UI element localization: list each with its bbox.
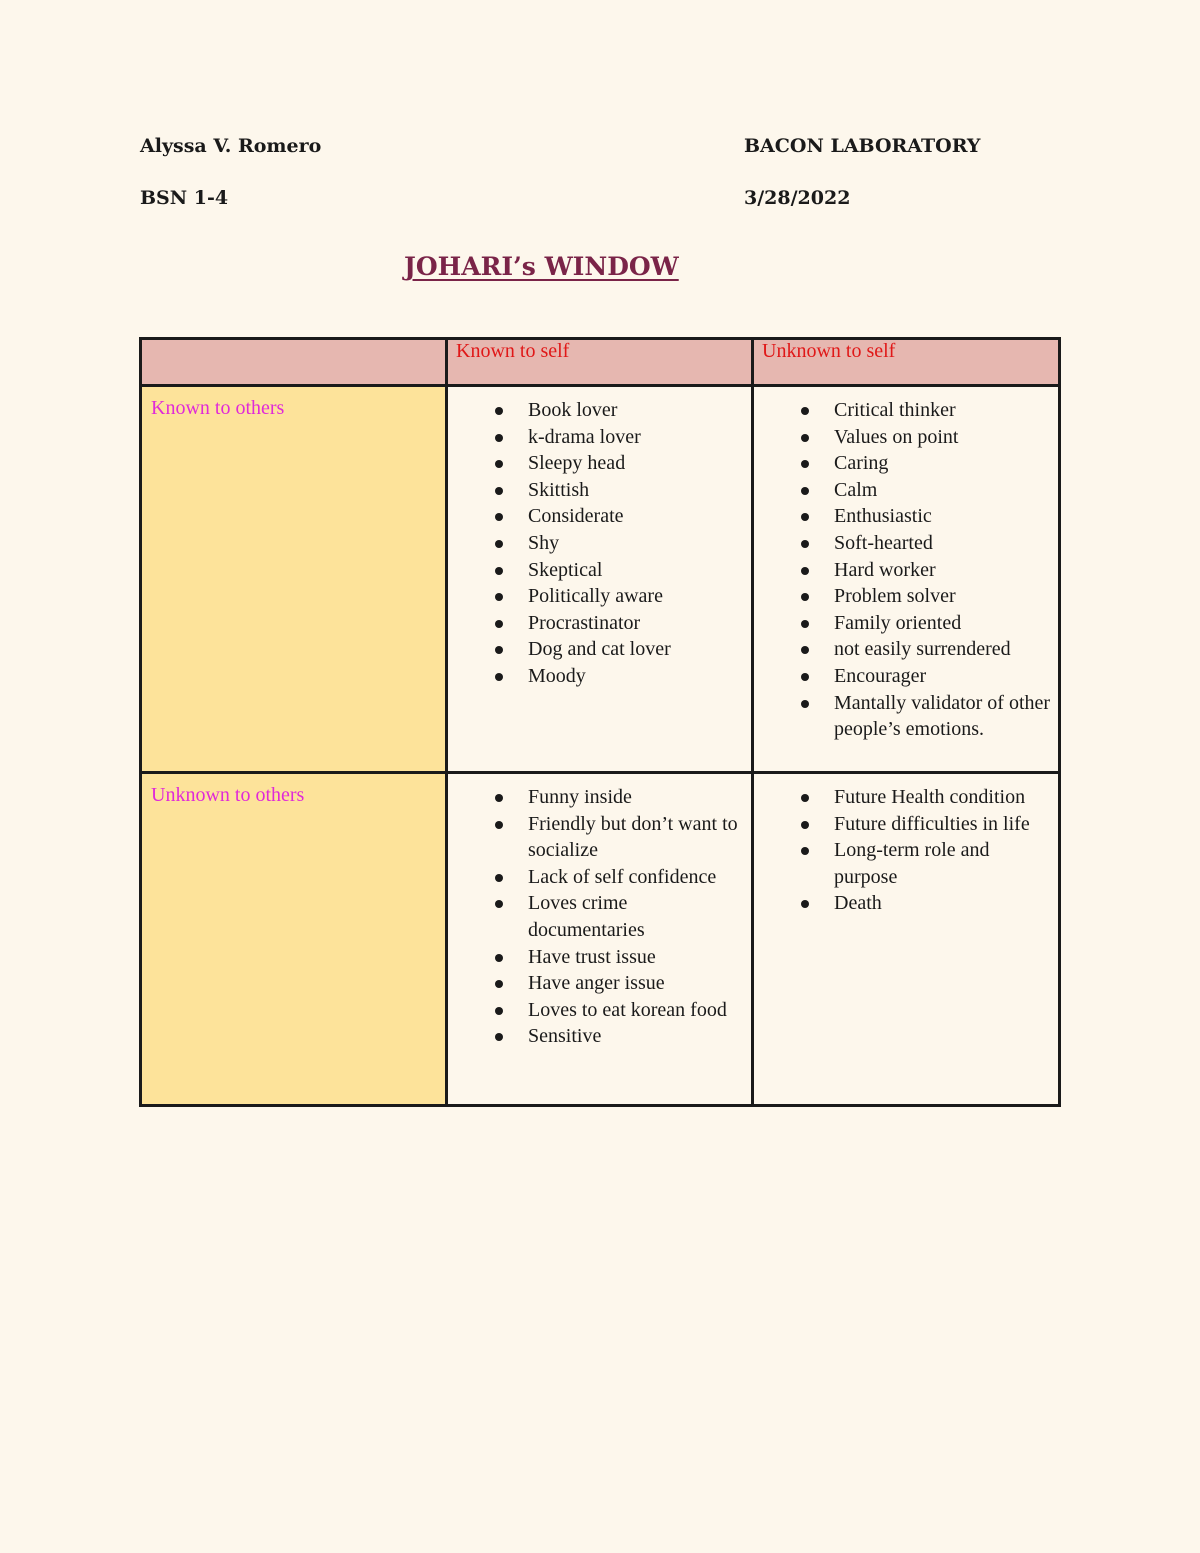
header-cell-unknown-to-self	[753, 339, 1060, 386]
list-item: Soft-hearted	[834, 530, 1054, 557]
list-item: Politically aware	[528, 583, 747, 610]
hidden-area-cell	[447, 773, 753, 1106]
list-item: Future difficulties in life	[834, 811, 1054, 838]
open-area-cell	[447, 386, 753, 773]
list-item: Lack of self confidence	[528, 864, 747, 891]
list-item: Dog and cat lover	[528, 636, 747, 663]
list-item: Skeptical	[528, 557, 747, 584]
list-item: Calm	[834, 477, 1054, 504]
author-name: Alyssa V. Romero	[140, 135, 322, 157]
list-item: Sleepy head	[528, 450, 747, 477]
list-item: Encourager	[834, 663, 1054, 690]
list-item: Caring	[834, 450, 1054, 477]
laboratory-title: BACON LABORATORY	[744, 135, 981, 157]
list-item: Enthusiastic	[834, 503, 1054, 530]
document-date: 3/28/2022	[744, 187, 851, 209]
list-item: Loves crime documentaries	[528, 890, 747, 943]
row-label-unknown-to-others: Unknown to others	[151, 784, 305, 806]
page-title: JOHARI’s WINDOW	[404, 252, 679, 281]
list-item: Death	[834, 890, 1054, 917]
table-header-row	[141, 339, 1060, 386]
list-item: Family oriented	[834, 610, 1054, 637]
class-section: BSN 1-4	[140, 187, 229, 209]
unknown-area-list	[754, 774, 1058, 923]
list-item: Have anger issue	[528, 970, 747, 997]
list-item: Loves to eat korean food	[528, 997, 747, 1024]
list-item: Have trust issue	[528, 944, 747, 971]
header-label-unknown-to-self: Unknown to self	[762, 340, 896, 362]
list-item: Long-term role and purpose	[834, 837, 1054, 890]
list-item: Shy	[528, 530, 747, 557]
blind-area-cell	[753, 386, 1060, 773]
list-item: Hard worker	[834, 557, 1054, 584]
list-item: Considerate	[528, 503, 747, 530]
list-item: Sensitive	[528, 1023, 747, 1050]
list-item: k-drama lover	[528, 424, 747, 451]
open-area-list	[448, 387, 751, 696]
header-cell-empty	[141, 339, 447, 386]
header-cell-known-to-self	[447, 339, 753, 386]
table-row	[141, 386, 1060, 773]
blind-area-list	[754, 387, 1058, 749]
list-item: Book lover	[528, 397, 747, 424]
list-item: Mantally validator of other people’s emotions.	[834, 690, 1054, 743]
header-label-known-to-self: Known to self	[456, 340, 570, 362]
list-item: Skittish	[528, 477, 747, 504]
list-item: Friendly but don’t want to socialize	[528, 811, 747, 864]
list-item: Problem solver	[834, 583, 1054, 610]
row-label-known-to-others: Known to others	[151, 397, 285, 419]
list-item: Critical thinker	[834, 397, 1054, 424]
list-item: Future Health condition	[834, 784, 1054, 811]
list-item: not easily surrendered	[834, 636, 1054, 663]
table-row	[141, 773, 1060, 1106]
unknown-area-cell	[753, 773, 1060, 1106]
list-item: Moody	[528, 663, 747, 690]
list-item: Funny inside	[528, 784, 747, 811]
list-item: Procrastinator	[528, 610, 747, 637]
johari-window-table	[139, 337, 1061, 1107]
row-header-cell	[141, 386, 447, 773]
row-header-cell	[141, 773, 447, 1106]
list-item: Values on point	[834, 424, 1054, 451]
hidden-area-list	[448, 774, 751, 1056]
